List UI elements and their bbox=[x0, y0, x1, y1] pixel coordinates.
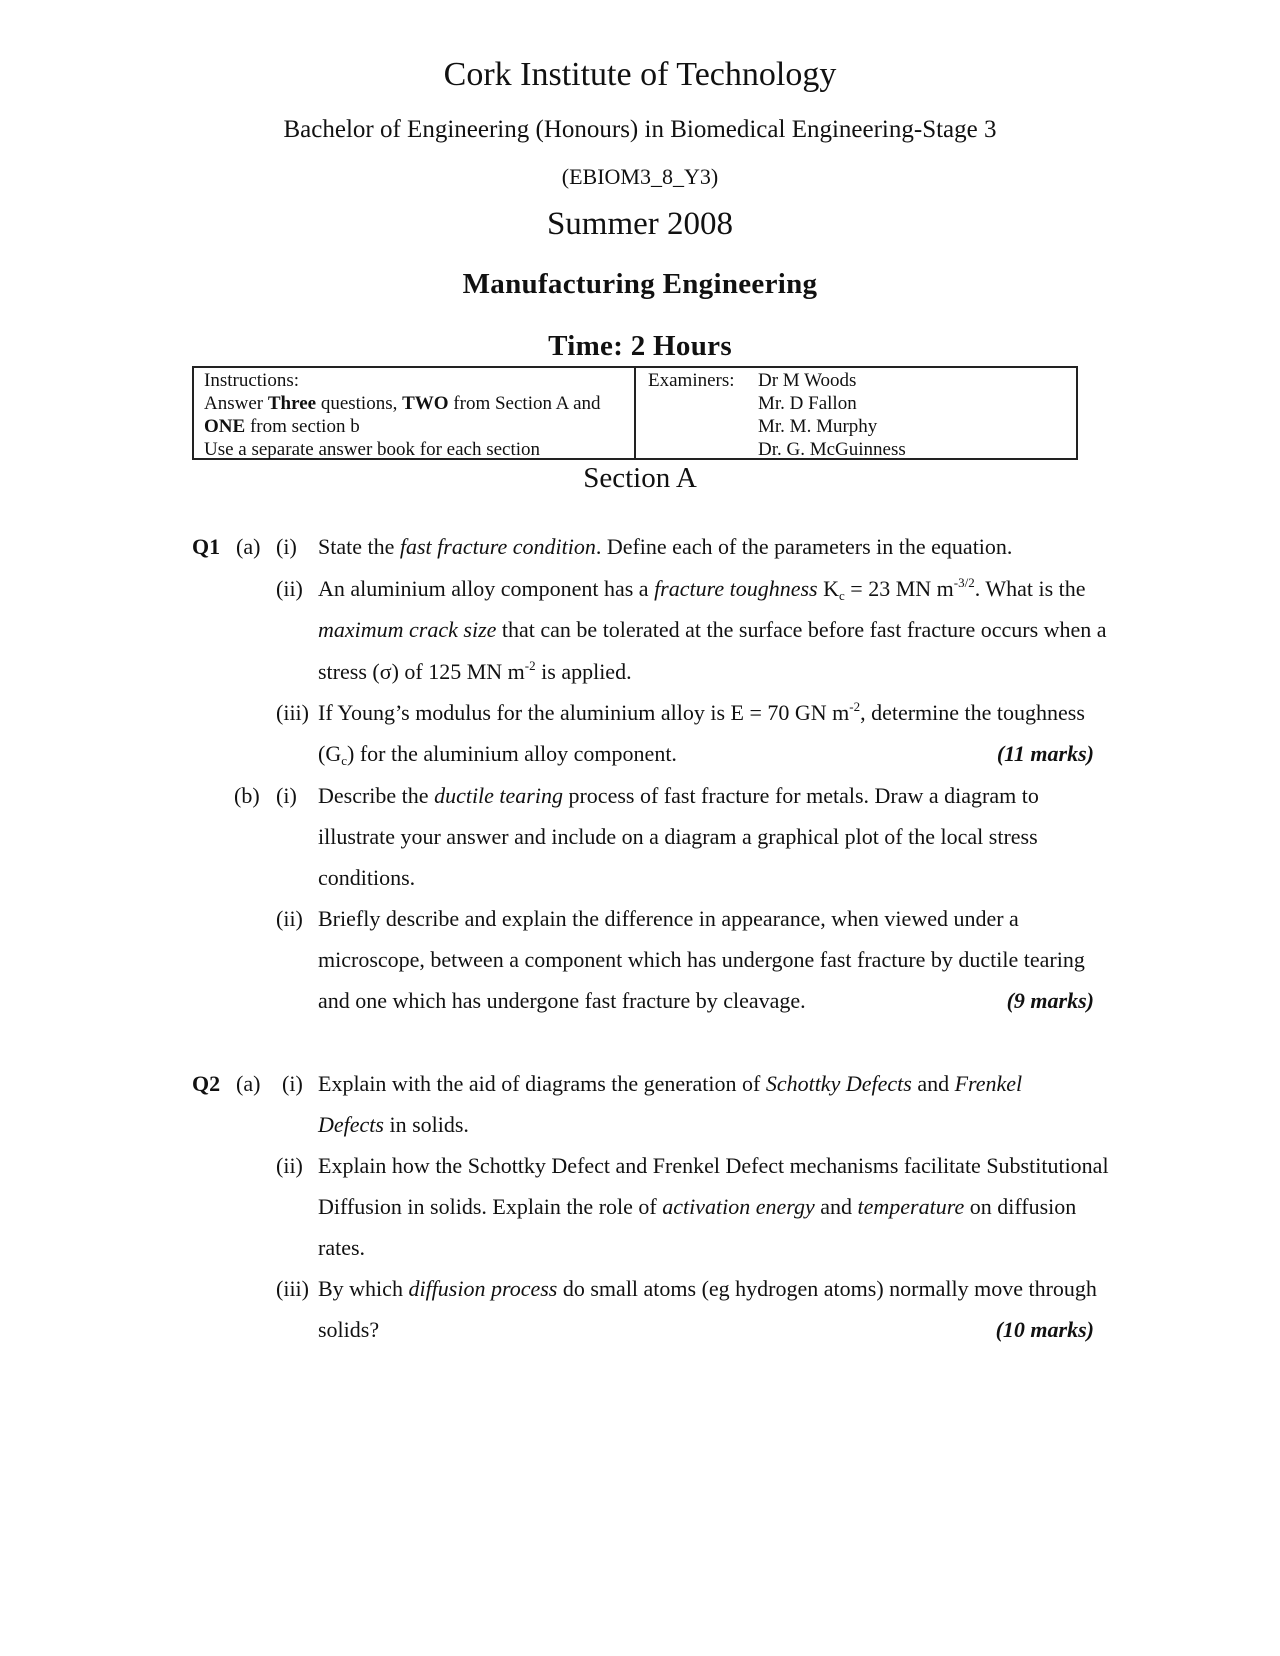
text: . Define each of the parameters in the equation. bbox=[595, 534, 1013, 559]
text: , determine the toughness bbox=[860, 700, 1085, 725]
module-title: Manufacturing Engineering bbox=[462, 268, 818, 300]
institute-title: Cork Institute of Technology bbox=[443, 56, 837, 93]
term: ductile tearing bbox=[434, 783, 563, 808]
text: questions, bbox=[316, 393, 403, 414]
subpart-label: (i) bbox=[276, 783, 297, 808]
emphasis: Three bbox=[267, 393, 317, 414]
text: is applied. bbox=[535, 659, 632, 684]
marks-allocation: (10 marks) bbox=[995, 1317, 1094, 1342]
term: temperature bbox=[857, 1194, 965, 1219]
subpart-label: (ii) bbox=[276, 1153, 303, 1178]
subpart-label: (iii) bbox=[276, 700, 309, 725]
question-text bbox=[318, 659, 632, 685]
exam-session: Summer 2008 bbox=[546, 206, 734, 242]
text: An aluminium alloy component has a bbox=[318, 576, 655, 601]
text: Answer bbox=[204, 393, 268, 414]
part-label: (a) bbox=[236, 1071, 261, 1096]
text: . What is the bbox=[974, 576, 1086, 601]
text: If Young’s modulus for the aluminium alloy is E = 70 GN m bbox=[318, 700, 850, 725]
question-text: solids? bbox=[318, 1317, 380, 1342]
question-text: and one which has undergone fast fracture by cleavage. bbox=[318, 988, 806, 1013]
text: Explain with the aid of diagrams the generation of bbox=[318, 1071, 766, 1096]
question-number-q2: Q2 bbox=[192, 1071, 221, 1096]
question-text bbox=[318, 1112, 469, 1138]
question-text bbox=[318, 576, 1086, 602]
question-text bbox=[318, 1276, 1097, 1302]
subscript: c bbox=[839, 588, 845, 603]
exam-duration: Time: 2 Hours bbox=[548, 330, 732, 362]
emphasis: ONE bbox=[204, 416, 246, 437]
text: By which bbox=[318, 1276, 409, 1301]
programme-title: Bachelor of Engineering (Honours) in Biomedical Engineering-Stage 3 bbox=[283, 116, 997, 143]
term: Frenkel bbox=[954, 1071, 1023, 1096]
text: in solids. bbox=[383, 1112, 469, 1137]
text: do small atoms (eg hydrogen atoms) normally move through bbox=[557, 1276, 1097, 1301]
subpart-label: (ii) bbox=[276, 906, 303, 931]
text: stress (σ) of 125 MN m bbox=[318, 659, 525, 684]
examiners-panel bbox=[636, 368, 1076, 460]
section-title: Section A bbox=[583, 462, 697, 494]
question-text bbox=[318, 700, 1085, 726]
text: that can be tolerated at the surface before fast fracture occurs when a bbox=[496, 617, 1107, 642]
term: activation energy bbox=[662, 1194, 815, 1219]
instructions-line-1 bbox=[204, 392, 624, 415]
text: ) for the aluminium alloy component. bbox=[347, 741, 677, 766]
term: Schottky Defects bbox=[765, 1071, 912, 1096]
question-number-q1: Q1 bbox=[192, 534, 221, 559]
examiners-label: Examiners: bbox=[648, 370, 735, 391]
subscript: c bbox=[341, 753, 347, 768]
subpart-label: (i) bbox=[282, 1071, 303, 1096]
text: K bbox=[817, 576, 840, 601]
question-text: illustrate your answer and include on a diagram a graphical plot of the local stress bbox=[318, 824, 1038, 849]
superscript: -3/2 bbox=[953, 575, 975, 590]
question-text: Explain how the Schottky Defect and Frenkel Defect mechanisms facilitate Substitutional bbox=[318, 1153, 1109, 1178]
text: and bbox=[814, 1194, 858, 1219]
term: diffusion process bbox=[408, 1276, 558, 1301]
text: from Section A and bbox=[448, 393, 601, 414]
examiner-name: Dr M Woods bbox=[758, 370, 857, 391]
subpart-label: (iii) bbox=[276, 1276, 309, 1301]
question-text bbox=[318, 1194, 1076, 1220]
term: maximum crack size bbox=[318, 617, 497, 642]
term: Defects bbox=[318, 1112, 384, 1137]
examiners-list bbox=[758, 369, 906, 461]
instructions-heading: Instructions: bbox=[204, 370, 299, 391]
question-text bbox=[318, 1071, 1022, 1097]
text: (G bbox=[318, 741, 342, 766]
examiner-name: Mr. D Fallon bbox=[758, 393, 857, 414]
part-label: (a) bbox=[236, 534, 261, 559]
marks-allocation: (9 marks) bbox=[1006, 988, 1094, 1013]
instructions-line-3: Use a separate answer book for each section bbox=[204, 439, 541, 460]
instructions-line-2 bbox=[204, 415, 624, 438]
text: Describe the bbox=[318, 783, 435, 808]
text: State the bbox=[318, 534, 400, 559]
instructions-panel bbox=[194, 368, 636, 458]
text: process of fast fracture for metals. Draw a diagram to bbox=[562, 783, 1039, 808]
question-text bbox=[318, 741, 677, 767]
question-text bbox=[318, 534, 1012, 560]
text: Diffusion in solids. Explain the role of bbox=[318, 1194, 663, 1219]
term: fast fracture condition bbox=[399, 534, 596, 559]
question-text: Briefly describe and explain the difference in appearance, when viewed under a bbox=[318, 906, 1019, 931]
text: from section b bbox=[245, 416, 360, 437]
marks-allocation: (11 marks) bbox=[996, 741, 1094, 766]
question-text: rates. bbox=[318, 1235, 366, 1260]
course-code: (EBIOM3_8_Y3) bbox=[561, 164, 719, 189]
text: on diffusion bbox=[964, 1194, 1077, 1219]
text: = 23 MN m bbox=[844, 576, 954, 601]
instructions-box bbox=[192, 366, 1078, 460]
examiner-name: Mr. M. Murphy bbox=[758, 416, 878, 437]
question-text: conditions. bbox=[318, 865, 416, 890]
question-text: microscope, between a component which has undergone fast fracture by ductile tearing bbox=[318, 947, 1085, 972]
part-label: (b) bbox=[234, 783, 260, 808]
examiner-name: Dr. G. McGuinness bbox=[758, 439, 906, 460]
subpart-label: (ii) bbox=[276, 576, 303, 601]
text: and bbox=[911, 1071, 955, 1096]
superscript: -2 bbox=[849, 699, 861, 714]
term: fracture toughness bbox=[654, 576, 818, 601]
superscript: -2 bbox=[524, 658, 536, 673]
question-text bbox=[318, 783, 1039, 809]
question-text bbox=[318, 617, 1107, 643]
subpart-label: (i) bbox=[276, 534, 297, 559]
emphasis: TWO bbox=[402, 393, 449, 414]
